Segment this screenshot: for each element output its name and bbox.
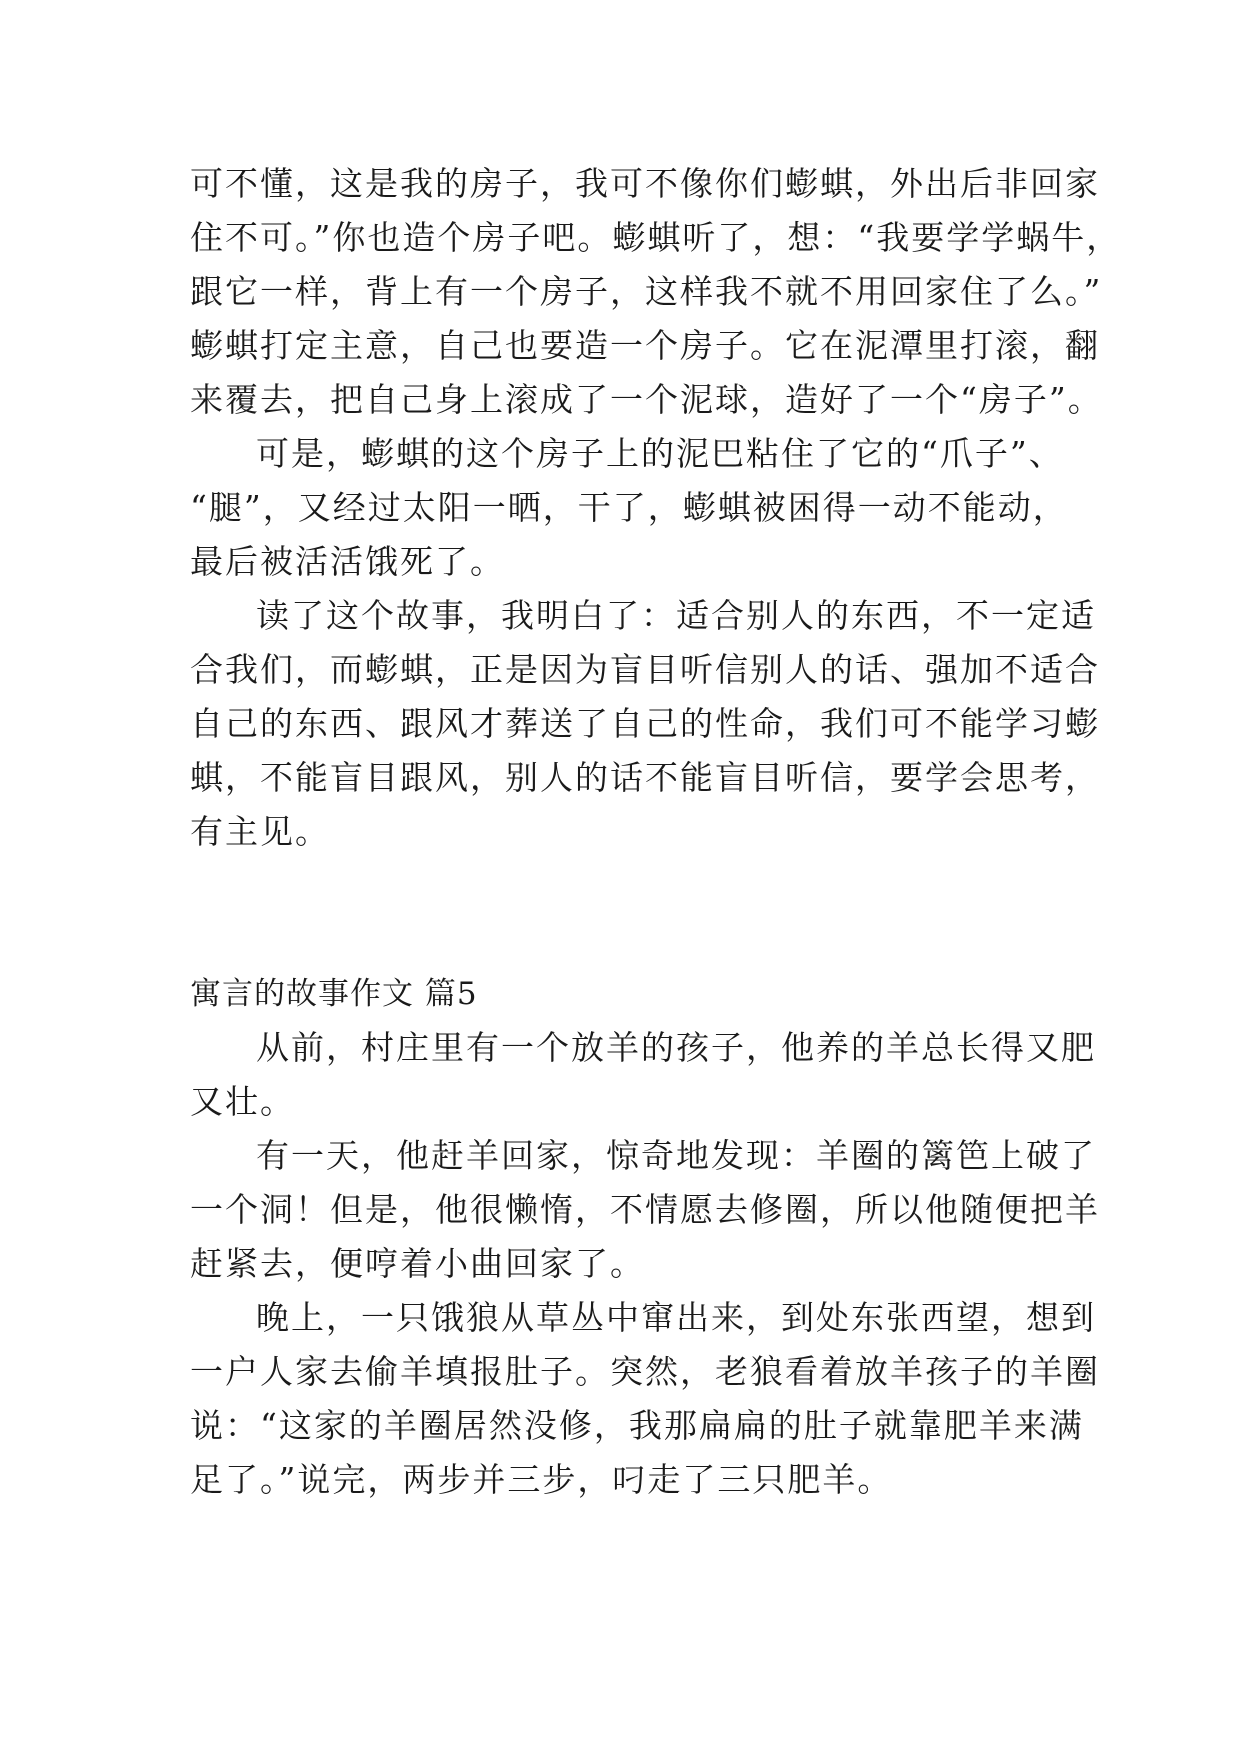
paragraph-line: 最后被活活饿死了。 [190,542,505,581]
paragraph-line: 从前，村庄里有一个放羊的孩子，他养的羊总长得又肥 [256,1028,1096,1067]
paragraph-line: 来覆去，把自己身上滚成了一个泥球，造好了一个“房子”。 [190,380,1103,419]
paragraph-line: 自己的东西、跟风才葬送了自己的性命，我们可不能学习蟛 [190,704,1100,743]
paragraph-line: 可是，蟛蜞的这个房子上的泥巴粘住了它的“爪子”、 [256,434,1064,473]
paragraph-line: 蟛蜞打定主意，自己也要造一个房子。它在泥潭里打滚，翻 [190,326,1100,365]
paragraph-line: 有一天，他赶羊回家，惊奇地发现：羊圈的篱笆上破了 [256,1136,1096,1175]
section-heading: 寓言的故事作文 篇5 [190,976,478,1012]
paragraph-line: 住不可。”你也造个房子吧。蟛蜞听了，想：“我要学学蜗牛， [190,218,1122,257]
paragraph-line: 可不懂，这是我的房子，我可不像你们蟛蜞，外出后非回家 [190,164,1100,203]
paragraph-line: 足了。”说完，两步并三步，叼走了三只肥羊。 [190,1460,893,1499]
paragraph-line: 合我们，而蟛蜞，正是因为盲目听信别人的话、强加不适合 [190,650,1100,689]
paragraph-line: “腿”，又经过太阳一晒，干了，蟛蜞被困得一动不能动， [190,488,1068,527]
paragraph-line: 说：“这家的羊圈居然没修，我那扁扁的肚子就靠肥羊来满 [190,1406,1084,1445]
paragraph-line: 赶紧去，便哼着小曲回家了。 [190,1244,645,1283]
paragraph-line: 读了这个故事，我明白了：适合别人的东西，不一定适 [256,596,1096,635]
paragraph-line: 一户人家去偷羊填报肚子。突然，老狼看着放羊孩子的羊圈 [190,1352,1100,1391]
paragraph-line: 蜞，不能盲目跟风，别人的话不能盲目听信，要学会思考， [190,758,1100,797]
paragraph-line: 又壮。 [190,1082,295,1121]
paragraph-line: 有主见。 [190,812,330,851]
paragraph-line: 跟它一样，背上有一个房子，这样我不就不用回家住了么。” [190,272,1103,311]
paragraph-line: 晚上，一只饿狼从草丛中窜出来，到处东张西望，想到 [256,1298,1096,1337]
paragraph-line: 一个洞！但是，他很懒惰，不情愿去修圈，所以他随便把羊 [190,1190,1100,1229]
